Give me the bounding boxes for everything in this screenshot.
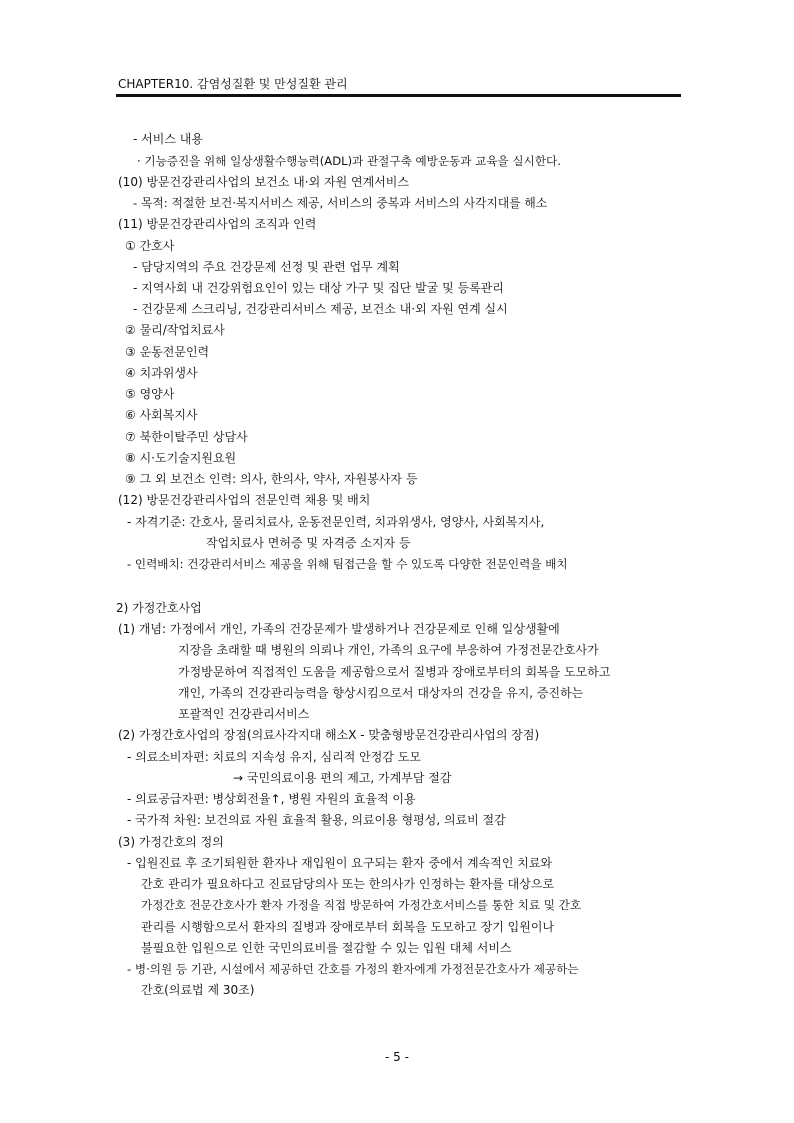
list-item: ① 간호사	[125, 239, 175, 253]
text-line: - 국가적 차원: 보건의료 자원 효율적 활용, 의료이용 형평성, 의료비 절감	[127, 813, 506, 827]
text-line: - 병·의원 등 기관, 시설에서 제공하던 간호를 가정의 환자에게 가정전문간호사가 제공하는	[127, 962, 579, 976]
text-line: 관리를 시행함으로서 환자의 질병과 장애로부터 회복을 도모하고 장기 입원이나	[141, 920, 555, 934]
section-heading: (1) 개념: 가정에서 개인, 가족의 건강문제가 발생하거나 건강문제로 인해 일상생활에	[118, 622, 560, 636]
text-line: - 목적: 적절한 보건·복지서비스 제공, 서비스의 중복과 서비스의 사각지대를 해소	[133, 196, 548, 210]
text-line: 불필요한 입원으로 인한 국민의료비를 절감할 수 있는 입원 대체 서비스	[141, 941, 512, 955]
section-heading: (3) 가정간호의 정의	[118, 835, 224, 849]
text-line: - 지역사회 내 건강위험요인이 있는 대상 가구 및 집단 발굴 및 등록관리	[133, 281, 504, 295]
section-heading: (2) 가정간호사업의 장점(의료사각지대 해소X - 맞춤형방문건강관리사업의 장점)	[118, 728, 540, 742]
text-line: - 서비스 내용	[133, 132, 203, 146]
list-item: ⑥ 사회복지사	[125, 408, 198, 422]
text-line: 가정간호 전문간호사가 환자 가정을 직접 방문하여 가정간호서비스를 통한 치료 및 간호	[141, 898, 582, 912]
text-line: - 자격기준: 간호사, 물리치료사, 운동전문인력, 치과위생사, 영양사, 사회복지사,	[127, 515, 545, 529]
text-line: 포괄적인 건강관리서비스	[178, 707, 310, 721]
header-rule	[116, 94, 681, 97]
text-line: 간호(의료법 제 30조)	[141, 983, 255, 997]
text-line: 작업치료사 면허증 및 자격증 소지자 등	[206, 536, 411, 550]
chapter-header: CHAPTER10. 감염성질환 및 만성질환 관리	[118, 77, 348, 91]
text-line: → 국민의료이용 편의 제고, 가계부담 절감	[233, 771, 452, 785]
text-line: 개인, 가족의 건강관리능력을 향상시킴으로서 대상자의 건강을 유지, 증진하는	[178, 686, 584, 700]
text-line: - 입원진료 후 조기퇴원한 환자나 재입원이 요구되는 환자 중에서 계속적인 치료와	[127, 856, 553, 870]
text-line: · 기능증진을 위해 일상생활수행능력(ADL)과 관절구축 예방운동과 교육을 실시한다.	[137, 154, 561, 168]
text-line: 가정방문하여 직접적인 도움을 제공함으로서 질병과 장애로부터의 회복을 도모하고	[178, 665, 611, 679]
list-item: ④ 치과위생사	[125, 366, 198, 380]
text-line: - 인력배치: 건강관리서비스 제공을 위해 팀접근을 할 수 있도록 다양한 전문인력을 배치	[127, 557, 568, 571]
text-line: 간호 관리가 필요하다고 진료담당의사 또는 한의사가 인정하는 환자를 대상으로	[141, 877, 555, 891]
text-line: - 의료공급자편: 병상회전율↑, 병원 자원의 효율적 이용	[127, 792, 416, 806]
list-item: ⑤ 영양사	[125, 387, 175, 401]
section-heading: (12) 방문건강관리사업의 전문인력 채용 및 배치	[118, 493, 371, 507]
list-item: ⑨ 그 외 보건소 인력: 의사, 한의사, 약사, 자원봉사자 등	[125, 472, 418, 486]
list-item: ② 물리/작업치료사	[125, 323, 225, 337]
list-item: ⑦ 북한이탈주민 상담사	[125, 430, 248, 444]
section-title: 2) 가정간호사업	[116, 601, 202, 615]
text-line: 지장을 초래할 때 병원의 의뢰나 개인, 가족의 요구에 부응하여 가정전문간호사가	[178, 643, 599, 657]
page-number: - 5 -	[385, 1050, 409, 1064]
text-line: - 담당지역의 주요 건강문제 선정 및 관련 업무 계획	[133, 260, 400, 274]
section-heading: (11) 방문건강관리사업의 조직과 인력	[118, 217, 317, 231]
text-line: - 건강문제 스크리닝, 건강관리서비스 제공, 보건소 내·외 자원 연계 실시	[133, 302, 508, 316]
list-item: ⑧ 시·도기술지원요원	[125, 451, 237, 465]
text-line: - 의료소비자편: 치료의 지속성 유지, 심리적 안정감 도모	[127, 750, 421, 764]
section-heading: (10) 방문건강관리사업의 보건소 내·외 자원 연계서비스	[118, 175, 409, 189]
list-item: ③ 운동전문인력	[125, 345, 210, 359]
